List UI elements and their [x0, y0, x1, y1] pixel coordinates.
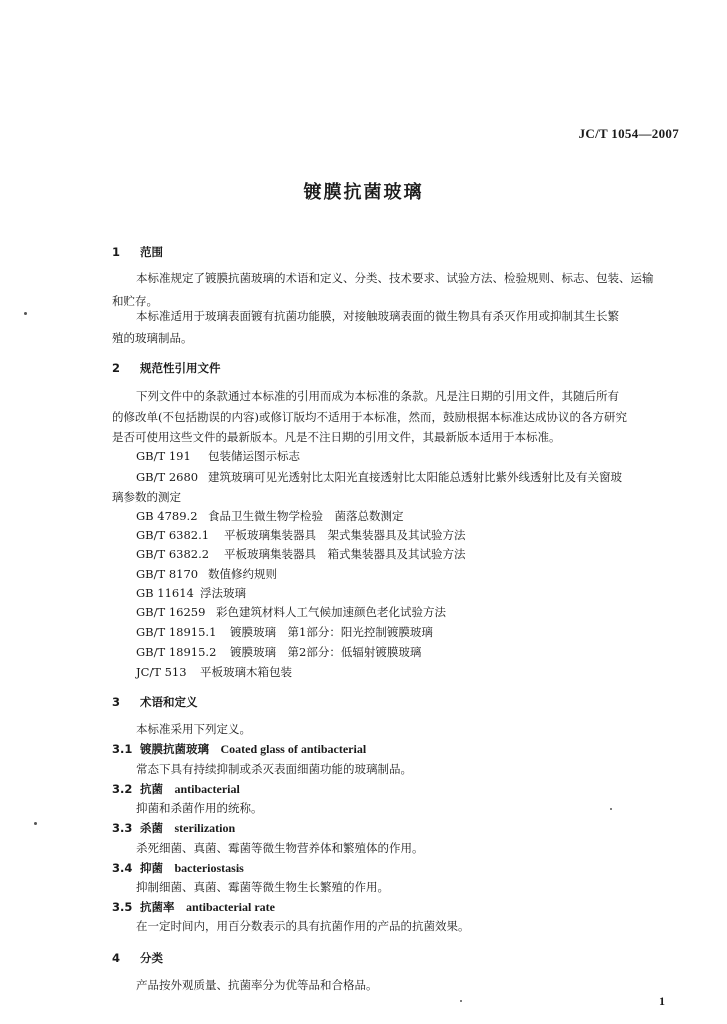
- reference-code: GB/T 2680: [136, 470, 199, 484]
- reference-title: 食品卫生微生物学检验 菌落总数测定: [208, 509, 404, 523]
- section-title: 规范性引用文件: [140, 361, 221, 375]
- paragraph-line: 产品按外观质量、抗菌率分为优等品和合格品。: [136, 978, 378, 992]
- reference-title: 彩色建筑材料人工气候加速颜色老化试验方法: [216, 605, 446, 619]
- term-name: 抑菌: [140, 861, 163, 875]
- reference-item: [136, 644, 421, 660]
- paragraph-line: 本标准适用于玻璃表面镀有抗菌功能膜，对接触玻璃表面的微生物具有杀灭作用或抑制其生长繁: [136, 309, 619, 323]
- term-name: 杀菌: [140, 821, 163, 835]
- reference-title: 平板玻璃集装器具 架式集装器具及其试验方法: [224, 528, 466, 542]
- section-1-heading: [112, 244, 163, 260]
- term-english: bacteriostasis: [174, 861, 244, 875]
- section-title: 分类: [140, 951, 163, 965]
- term-name: 抗菌率: [140, 900, 175, 914]
- paragraph-line: 的修改单(不包括勘误的内容)或修订版均不适用于本标准，然而，鼓励根据本标准达成协议的各方研究: [112, 410, 627, 424]
- reference-item: [136, 585, 246, 601]
- term-english: antibacterial rate: [186, 900, 275, 914]
- standard-code: JC/T 1054—2007: [578, 126, 679, 141]
- paragraph-line: 和贮存。: [112, 294, 158, 308]
- term-entry: [112, 741, 366, 757]
- page-number: 1: [659, 994, 665, 1008]
- term-name: 抗菌: [140, 782, 163, 796]
- reference-item: [136, 469, 622, 485]
- paragraph-line: 是否可使用这些文件的最新版本。凡是不注日期的引用文件，其最新版本适用于本标准。: [112, 430, 561, 444]
- scan-speck: [24, 312, 27, 315]
- section-number: 2: [112, 361, 121, 375]
- section-title: 术语和定义: [140, 695, 198, 709]
- reference-item: [136, 566, 277, 582]
- term-number: 3.3: [112, 821, 133, 835]
- reference-code: GB/T 6382.1: [136, 528, 210, 542]
- term-entry: [112, 781, 240, 797]
- reference-title: 浮法玻璃: [200, 586, 246, 600]
- reference-code: GB/T 8170: [136, 567, 199, 581]
- term-definition: 在一定时间内，用百分数表示的具有抗菌作用的产品的抗菌效果。: [136, 919, 470, 933]
- reference-title: 璃参数的测定: [112, 490, 181, 504]
- term-entry: [112, 899, 275, 915]
- reference-title: 镀膜玻璃 第2部分：低辐射镀膜玻璃: [230, 645, 422, 659]
- reference-item: [136, 664, 292, 680]
- section-3-heading: [112, 694, 198, 710]
- reference-title: 镀膜玻璃 第1部分：阳光控制镀膜玻璃: [230, 625, 433, 639]
- section-title: 范围: [140, 245, 163, 259]
- section-number: 4: [112, 951, 121, 965]
- scan-speck: [610, 808, 612, 810]
- reference-code: GB/T 16259: [136, 605, 206, 619]
- term-number: 3.5: [112, 900, 133, 914]
- section-4-heading: [112, 950, 163, 966]
- document-title: 镀膜抗菌玻璃: [303, 182, 424, 203]
- section-2-heading: [112, 360, 221, 376]
- term-definition: 常态下具有持续抑制或杀灭表面细菌功能的玻璃制品。: [136, 762, 412, 776]
- term-definition: 杀死细菌、真菌、霉菌等微生物营养体和繁殖体的作用。: [136, 841, 424, 855]
- paragraph-line: 下列文件中的条款通过本标准的引用而成为本标准的条款。凡是注日期的引用文件，其随后所有: [136, 389, 619, 403]
- reference-item: [136, 624, 433, 640]
- paragraph-line: 本标准规定了镀膜抗菌玻璃的术语和定义、分类、技术要求、试验方法、检验规则、标志、包装、运输: [136, 271, 654, 285]
- paragraph-line: 本标准采用下列定义。: [136, 722, 251, 736]
- reference-item-continued: [112, 489, 181, 505]
- paragraph-line: 殖的玻璃制品。: [112, 331, 193, 345]
- section-number: 1: [112, 245, 121, 259]
- reference-title: 包装储运图示标志: [208, 449, 300, 463]
- reference-item: [136, 527, 466, 543]
- reference-code: GB 11614: [136, 586, 194, 600]
- reference-title: 建筑玻璃可见光透射比太阳光直接透射比太阳能总透射比紫外线透射比及有关窗玻: [208, 470, 622, 484]
- reference-title: 数值修约规则: [208, 567, 277, 581]
- term-number: 3.2: [112, 782, 133, 796]
- reference-title: 平板玻璃木箱包装: [200, 665, 292, 679]
- reference-item: [136, 604, 446, 620]
- section-number: 3: [112, 695, 121, 709]
- term-definition: 抑菌和杀菌作用的统称。: [136, 801, 263, 815]
- scan-speck: [34, 822, 37, 825]
- term-name: 镀膜抗菌玻璃: [140, 742, 209, 756]
- reference-code: GB/T 191: [136, 449, 191, 463]
- term-entry: [112, 820, 235, 836]
- term-entry: [112, 860, 244, 876]
- term-english: antibacterial: [174, 782, 240, 796]
- reference-title: 平板玻璃集装器具 箱式集装器具及其试验方法: [224, 547, 466, 561]
- reference-code: GB/T 18915.1: [136, 625, 217, 639]
- scan-speck: [460, 1000, 462, 1002]
- reference-item: [136, 546, 466, 562]
- term-english: sterilization: [174, 821, 236, 835]
- term-english: Coated glass of antibacterial: [220, 742, 367, 756]
- reference-code: GB/T 18915.2: [136, 645, 217, 659]
- reference-code: JC/T 513: [136, 665, 187, 679]
- reference-item: [136, 508, 404, 524]
- term-number: 3.1: [112, 742, 133, 756]
- reference-code: GB 4789.2: [136, 509, 198, 523]
- reference-item: [136, 448, 300, 464]
- term-definition: 抑制细菌、真菌、霉菌等微生物生长繁殖的作用。: [136, 880, 389, 894]
- term-number: 3.4: [112, 861, 133, 875]
- reference-code: GB/T 6382.2: [136, 547, 210, 561]
